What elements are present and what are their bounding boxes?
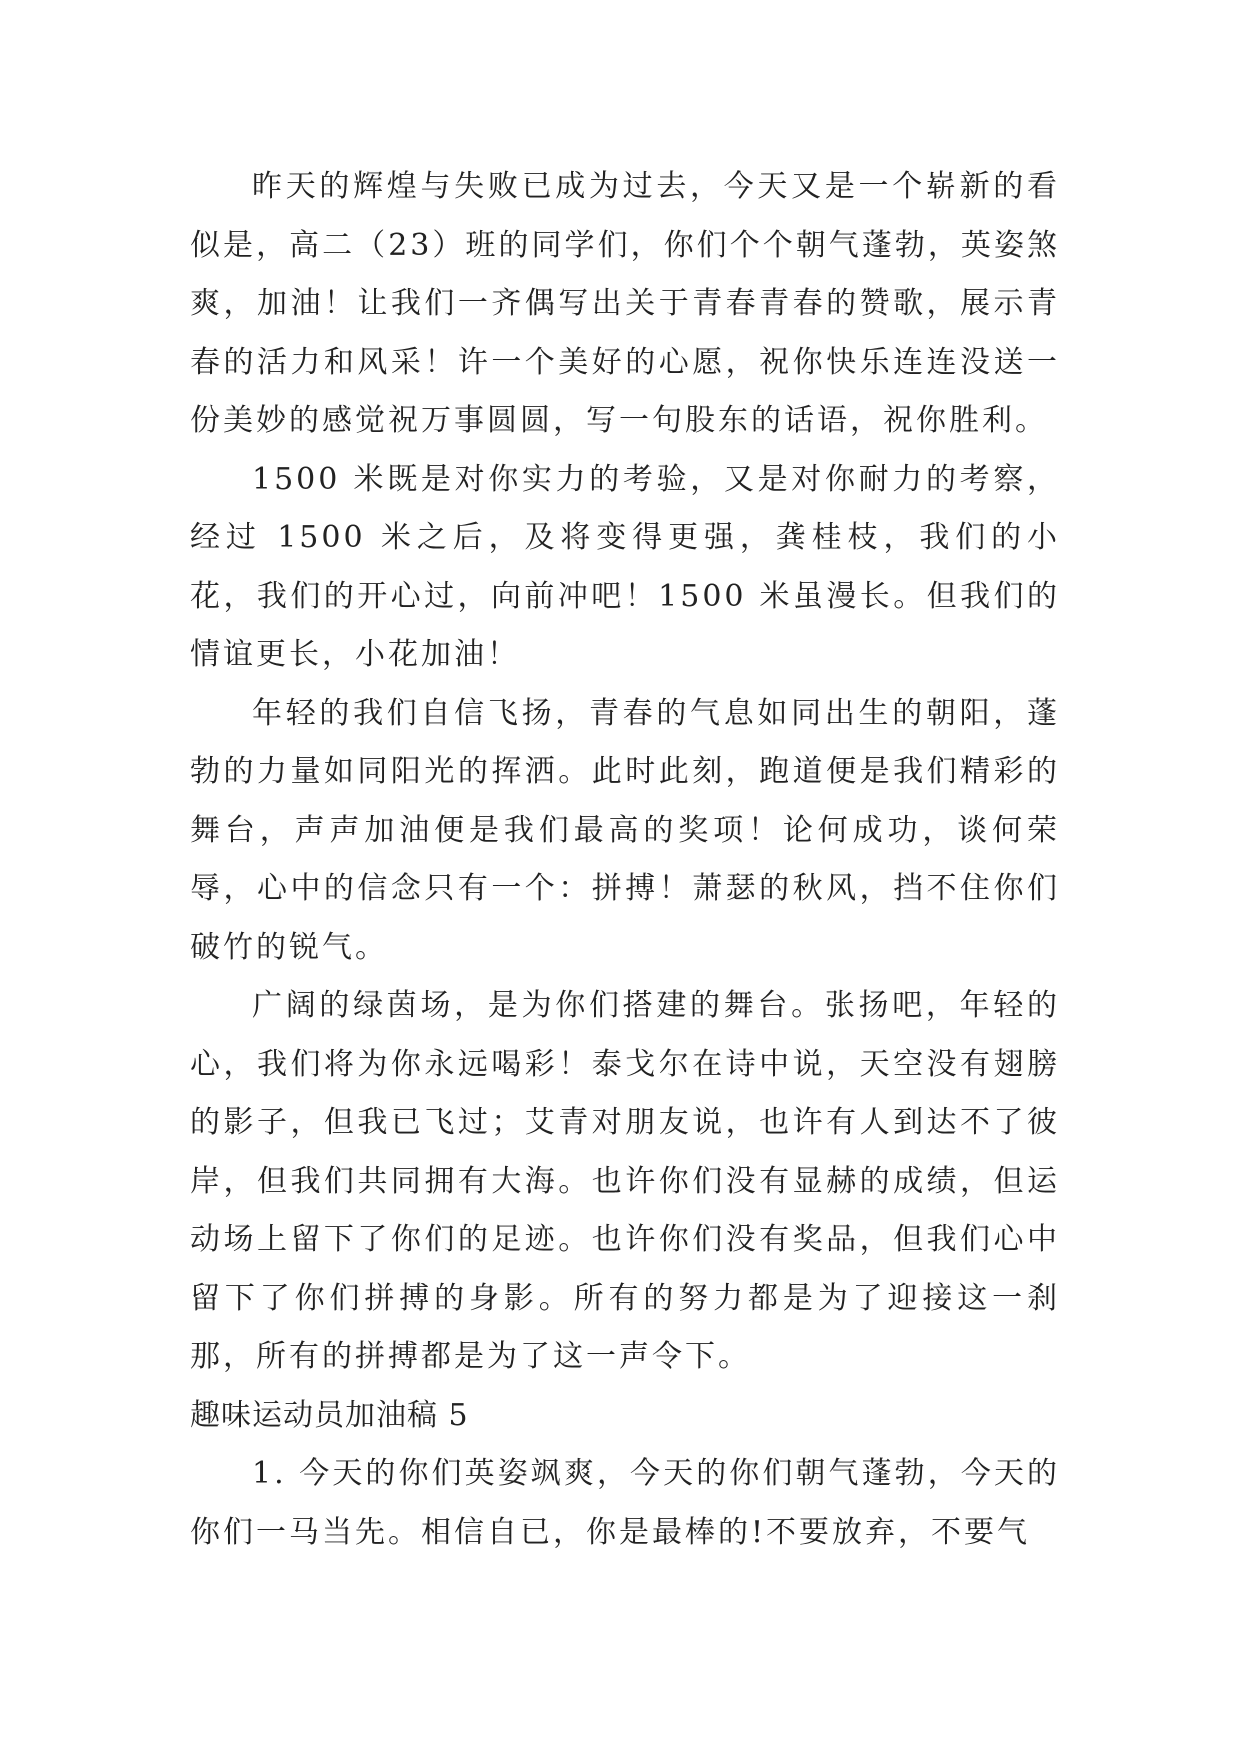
paragraph-1: 昨天的辉煌与失败已成为过去，今天又是一个崭新的看似是，高二（23）班的同学们，你们个个朝气蓬勃，英姿煞爽，加油！让我们一齐偶写出关于青春青春的赞歌，展示青春的活力和风采！许一个美好的心愿，祝你快乐连连没送一份美妙的感觉祝万事圆圆，写一句股东的话语，祝你胜利。	[190, 169, 1060, 438]
document-body	[190, 158, 1060, 1562]
paragraph-5: 1. 今天的你们英姿飒爽，今天的你们朝气蓬勃，今天的你们一马当先。相信自已，你是最棒的!不要放弃，不要气	[190, 1456, 1060, 1550]
paragraph-4: 广阔的绿茵场，是为你们搭建的舞台。张扬吧，年轻的心，我们将为你永远喝彩！泰戈尔在诗中说，天空没有翅膀的影子，但我已飞过；艾青对朋友说，也许有人到达不了彼岸，但我们共同拥有大海。也许你们没有显赫的成绩，但运动场上留下了你们的足迹。也许你们没有奖品，但我们心中留下了你们拼搏的身影。所有的努力都是为了迎接这一刹那，所有的拼搏都是为了这一声令下。	[190, 988, 1060, 1374]
paragraph-3: 年轻的我们自信飞扬，青春的气息如同出生的朝阳，蓬勃的力量如同阳光的挥洒。此时此刻，跑道便是我们精彩的舞台，声声加油便是我们最高的奖项！论何成功，谈何荣辱，心中的信念只有一个：拼搏！萧瑟的秋风，挡不住你们破竹的锐气。	[190, 695, 1060, 965]
section-heading: 趣味运动员加油稿 5	[190, 1397, 469, 1433]
paragraph-2: 1500 米既是对你实力的考验，又是对你耐力的考察，经过 1500 米之后，及将变得更强，龚桂枝，我们的小花，我们的开心过，向前冲吧！1500 米虽漫长。但我们的情谊更长，小花加油！	[190, 461, 1060, 672]
